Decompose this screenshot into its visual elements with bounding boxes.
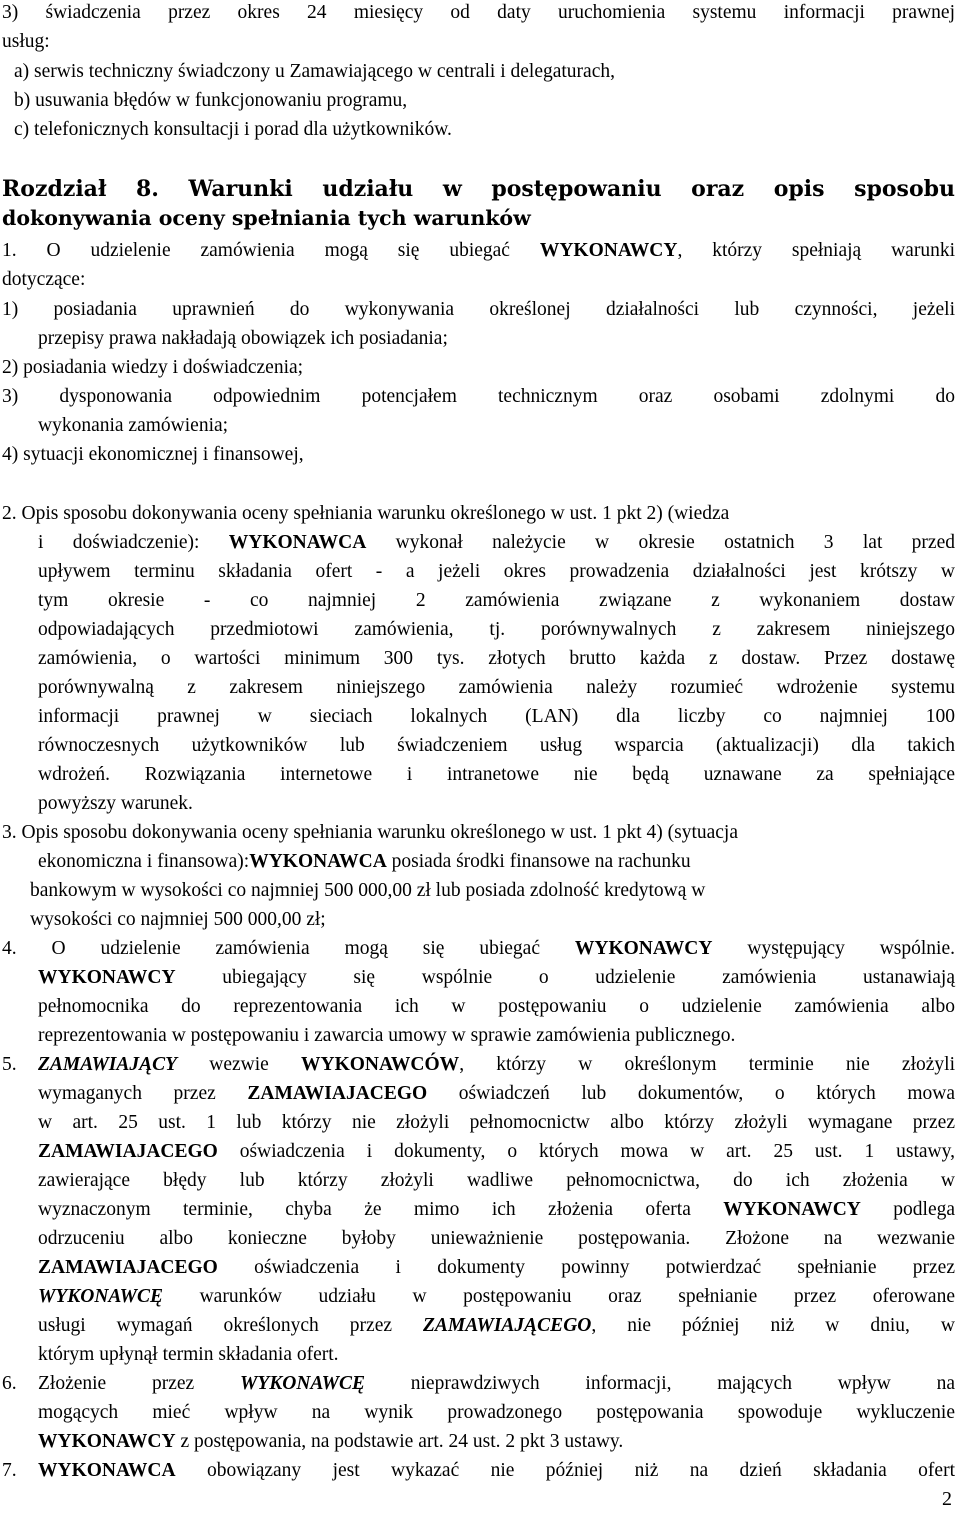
- contractor-term: WYKONAWCY: [38, 1431, 176, 1452]
- employer-term: ZAMAWIAJĄCY: [38, 1054, 178, 1075]
- p6-line-3: WYKONAWCY z postępowania, na podstawie art. 24 ust. 2 pkt 3 ustawy.: [38, 1431, 624, 1452]
- contractor-term: WYKONAWCY: [574, 938, 713, 959]
- intro-item-3: 3) świadczenia przez okres 24 miesięcy od daty uruchomienia systemu informacji prawnej: [2, 2, 955, 23]
- p5-line-8: ZAMAWIAJACEGO oświadczenia i dokumenty powinny potwierdzać spełnianie przez: [38, 1257, 955, 1278]
- section-heading-cont: dokonywania oceny spełniania tych warunków: [2, 206, 531, 230]
- p4-line-4: reprezentowania w postępowaniu i zawarcia umowy w sprawie zamówienia publicznego.: [38, 1025, 736, 1046]
- p2-line-8: informacji prawnej w sieciach lokalnych (LAN) dla liczby co najmniej 100: [38, 706, 955, 727]
- p2-line-5: odpowiadających przedmiotowi zamówienia, tj. porównywalnych z zakresem niniejszego: [38, 619, 955, 640]
- p7-number: 7.: [2, 1460, 17, 1481]
- contractor-term: WYKONAWCĘ: [239, 1373, 365, 1394]
- p5-line-5: zawierające błędy lub którzy złożyli wadliwe pełnomocnictwa, do ich złożenia w: [38, 1170, 955, 1191]
- p1-item-2: 2) posiadania wiedzy i doświadczenia;: [2, 357, 304, 378]
- p2-line-11: powyższy warunek.: [38, 793, 193, 814]
- p6-number: 6.: [2, 1373, 17, 1394]
- employer-term: ZAMAWIAJĄCEGO: [423, 1315, 592, 1336]
- contractor-term: WYKONAWCĘ: [38, 1286, 163, 1307]
- p5-line-6: wyznaczonym terminie, chyba że mimo ich złożenia oferta WYKONAWCY podlega: [38, 1199, 956, 1220]
- p3-line-1: 3. Opis sposobu dokonywania oceny spełniania warunku określonego w ust. 1 pkt 4) (sytuacja: [2, 822, 738, 843]
- p3-line-3: bankowym w wysokości co najmniej 500 000,00 zł lub posiada zdolność kredytową w: [30, 880, 706, 901]
- p5-line-7: odrzuceniu albo konieczne byłoby unieważnienie postępowania. Złożone na wezwanie: [38, 1228, 955, 1249]
- employer-term: ZAMAWIAJACEGO: [247, 1083, 428, 1104]
- p6-line-1: Złożenie przez WYKONAWCĘ nieprawdziwych informacji, mających wpływ na: [38, 1373, 956, 1394]
- p3-line-2: ekonomiczna i finansowa):WYKONAWCA posiada środki finansowe na rachunku: [38, 851, 691, 872]
- p6-line-2: mogących mieć wpływ na wynik prowadzonego postępowania spowoduje wykluczenie: [38, 1402, 955, 1423]
- p2-line-10: wdrożeń. Rozwiązania internetowe i intranetowe nie będą uznawane za spełniające: [38, 764, 955, 785]
- p1-line-2: dotyczące:: [2, 269, 86, 290]
- p4-line-3: pełnomocnika do reprezentowania ich w postępowaniu o udzielenie zamówienia albo: [38, 996, 955, 1017]
- intro-item-c: c) telefonicznych konsultacji i porad dla użytkowników.: [14, 119, 452, 140]
- p4-line-2: WYKONAWCY ubiegający się wspólnie o udzielenie zamówienia ustanawiają: [38, 967, 955, 988]
- p1-item-3: 3) dysponowania odpowiednim potencjałem technicznym oraz osobami zdolnymi do: [2, 386, 955, 407]
- page-number: 2: [942, 1488, 952, 1510]
- p5-line-10: usługi wymagań określonych przez ZAMAWIAJĄCEGO, nie później niż w dniu, w: [38, 1315, 955, 1336]
- employer-term: ZAMAWIAJACEGO: [38, 1257, 218, 1278]
- p7-line-1: WYKONAWCA obowiązany jest wykazać nie później niż na dzień składania ofert: [38, 1460, 955, 1481]
- p1-item-1: 1) posiadania uprawnień do wykonywania określonej działalności lub czynności, jeżeli: [2, 299, 955, 320]
- p5-line-3: w art. 25 ust. 1 lub którzy nie złożyli pełnomocnictw albo którzy złożyli wymagane przez: [38, 1112, 955, 1133]
- p2-line-1: 2. Opis sposobu dokonywania oceny spełniania warunku określonego w ust. 1 pkt 2) (wiedza: [2, 503, 730, 524]
- p5-line-4: ZAMAWIAJACEGO oświadczenia i dokumenty, o których mowa w art. 25 ust. 1 ustawy,: [38, 1141, 955, 1162]
- p1-item-1-cont: przepisy prawa nakładają obowiązek ich posiadania;: [38, 328, 448, 349]
- p1-line-1: 1. O udzielenie zamówienia mogą się ubiegać WYKONAWCY, którzy spełniają warunki: [2, 240, 955, 261]
- p2-line-2: i doświadczenie): WYKONAWCA wykonał należycie w okresie ostatnich 3 lat przed: [38, 532, 955, 553]
- contractor-term: WYKONAWCY: [723, 1199, 861, 1220]
- section-heading: Rozdział 8. Warunki udziału w postępowaniu oraz opis sposobu: [2, 176, 955, 202]
- p5-line-2: wymaganych przez ZAMAWIAJACEGO oświadczeń lub dokumentów, o których mowa: [38, 1083, 955, 1104]
- contractor-term: WYKONAWCA: [249, 851, 387, 872]
- p5-number: 5.: [2, 1054, 17, 1075]
- contractor-term: WYKONAWCY: [38, 967, 176, 988]
- intro-item-b: b) usuwania błędów w funkcjonowaniu programu,: [14, 90, 408, 111]
- p2-line-9: równoczesnych użytkowników lub świadczeniem usług wsparcia (aktualizacji) dla takich: [38, 735, 955, 756]
- contractor-term: WYKONAWCA: [228, 532, 367, 553]
- p2-line-4: tym okresie - co najmniej 2 zamówienia związane z wykonaniem dostaw: [38, 590, 955, 611]
- p2-line-6: zamówienia, o wartości minimum 300 tys. złotych brutto każda z dostaw. Przez dostawę: [38, 648, 955, 669]
- p2-line-7: porównywalną z zakresem niniejszego zamówienia należy rozumieć wdrożenie systemu: [38, 677, 955, 698]
- intro-item-a: a) serwis techniczny świadczony u Zamawiającego w centrali i delegaturach,: [14, 61, 615, 82]
- p4-line-1: 4. O udzielenie zamówienia mogą się ubiegać WYKONAWCY występujący wspólnie.: [2, 938, 956, 959]
- p1-item-4: 4) sytuacji ekonomicznej i finansowej,: [2, 444, 304, 465]
- p5-line-1: ZAMAWIAJĄCY wezwie WYKONAWCÓW, którzy w określonym terminie nie złożyli: [38, 1054, 955, 1075]
- p2-line-3: upływem terminu składania ofert - a jeżeli okres prowadzenia działalności jest krótszy w: [38, 561, 955, 582]
- contractor-term: WYKONAWCY: [539, 240, 678, 261]
- p5-line-9: WYKONAWCĘ warunków udziału w postępowaniu oraz spełnianie przez oferowane: [38, 1286, 955, 1307]
- p1-item-3-cont: wykonania zamówienia;: [38, 415, 229, 436]
- p3-line-4: wysokości co najmniej 500 000,00 zł;: [30, 909, 326, 930]
- contractors-term: WYKONAWCÓW: [301, 1054, 460, 1075]
- intro-item-3-cont: usług:: [2, 31, 50, 52]
- contractor-term: WYKONAWCA: [38, 1460, 176, 1481]
- employer-term: ZAMAWIAJACEGO: [38, 1141, 218, 1162]
- p5-line-11: którym upłynął termin składania ofert.: [38, 1344, 339, 1365]
